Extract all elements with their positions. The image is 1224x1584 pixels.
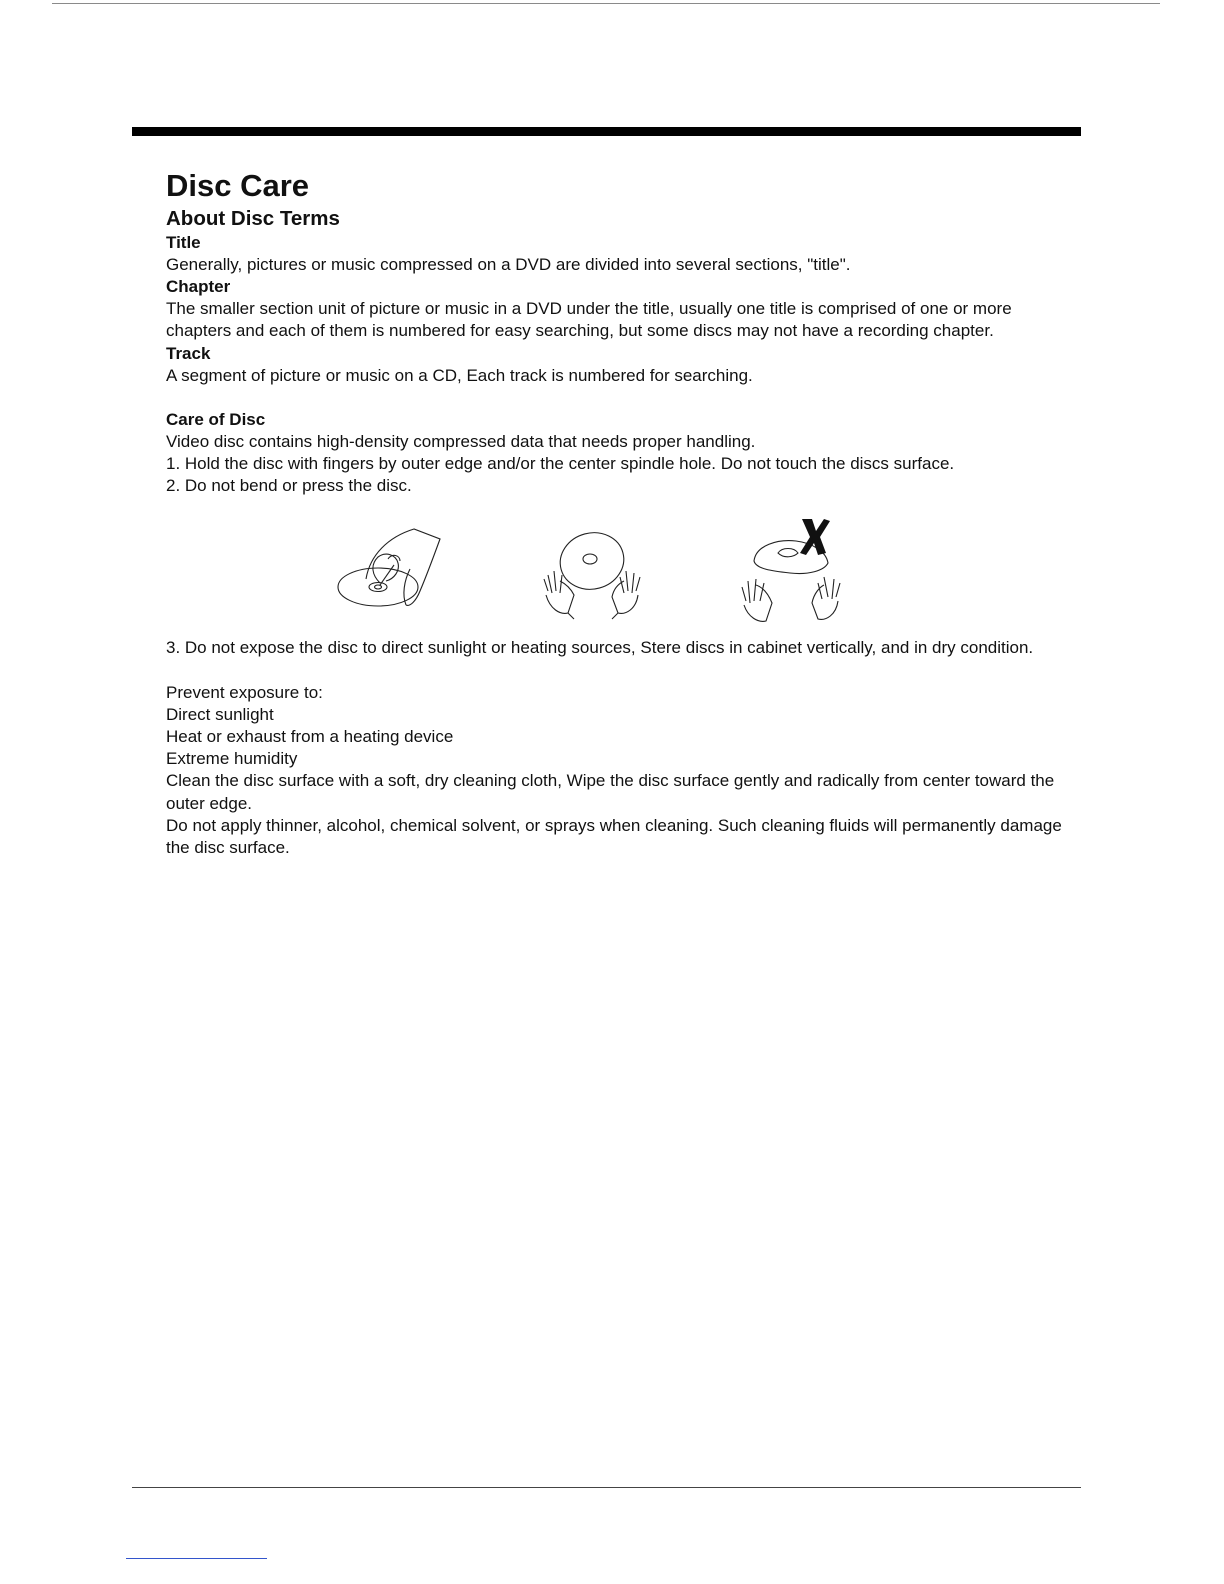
term-track-definition: A segment of picture or music on a CD, Each track is numbered for searching.	[166, 365, 753, 385]
care-intro: Video disc contains high-density compressed data that needs proper handling.	[166, 431, 756, 451]
top-rule	[52, 3, 1160, 4]
care-of-disc-heading: Care of Disc	[166, 409, 266, 429]
disc-handling-figures	[166, 497, 1066, 637]
hand-holding-disc-icon	[336, 525, 446, 621]
bottom-rule	[132, 1487, 1081, 1488]
term-chapter-label: Chapter	[166, 277, 231, 297]
prevent-item-sunlight: Direct sunlight	[166, 704, 274, 724]
bending-disc-wrong-icon	[738, 517, 848, 625]
term-chapter-definition: The smaller section unit of picture or music in a DVD under the title, usually one title is comprised of one or more chapters and each of them is numbered for easy searching, but some discs may not have a recording chapter.	[166, 299, 1012, 341]
care-step-3: 3. Do not expose the disc to direct sunlight or heating sources, Stere discs in cabinet vertically, and in dry condition.	[166, 638, 1034, 658]
prevent-item-humidity: Extreme humidity	[166, 749, 298, 769]
term-track-label: Track	[166, 343, 211, 363]
cleaning-warning: Do not apply thinner, alcohol, chemical solvent, or sprays when cleaning. Such cleaning fluids will permanently damage the disc surface.	[166, 815, 1062, 858]
footer-link-underline	[126, 1558, 267, 1559]
care-step-1: 1. Hold the disc with fingers by outer edge and/or the center spindle hole. Do not touch the discs surface.	[166, 454, 955, 474]
page-content	[166, 166, 1066, 859]
page-title: Disc Care	[166, 168, 310, 203]
care-step-2: 2. Do not bend or press the disc.	[166, 476, 412, 496]
prevent-item-heat: Heat or exhaust from a heating device	[166, 727, 454, 747]
about-disc-terms-heading: About Disc Terms	[166, 207, 340, 230]
cleaning-instruction: Clean the disc surface with a soft, dry cleaning cloth, Wipe the disc surface gently and radically from center toward the outer edge.	[166, 771, 1055, 813]
term-title-label: Title	[166, 233, 201, 252]
header-bar	[132, 127, 1081, 136]
two-hands-holding-disc-edge-icon	[540, 521, 650, 621]
term-title-definition: Generally, pictures or music compressed on a DVD are divided into several sections, "title".	[166, 255, 851, 274]
prevent-heading: Prevent exposure to:	[166, 682, 323, 702]
